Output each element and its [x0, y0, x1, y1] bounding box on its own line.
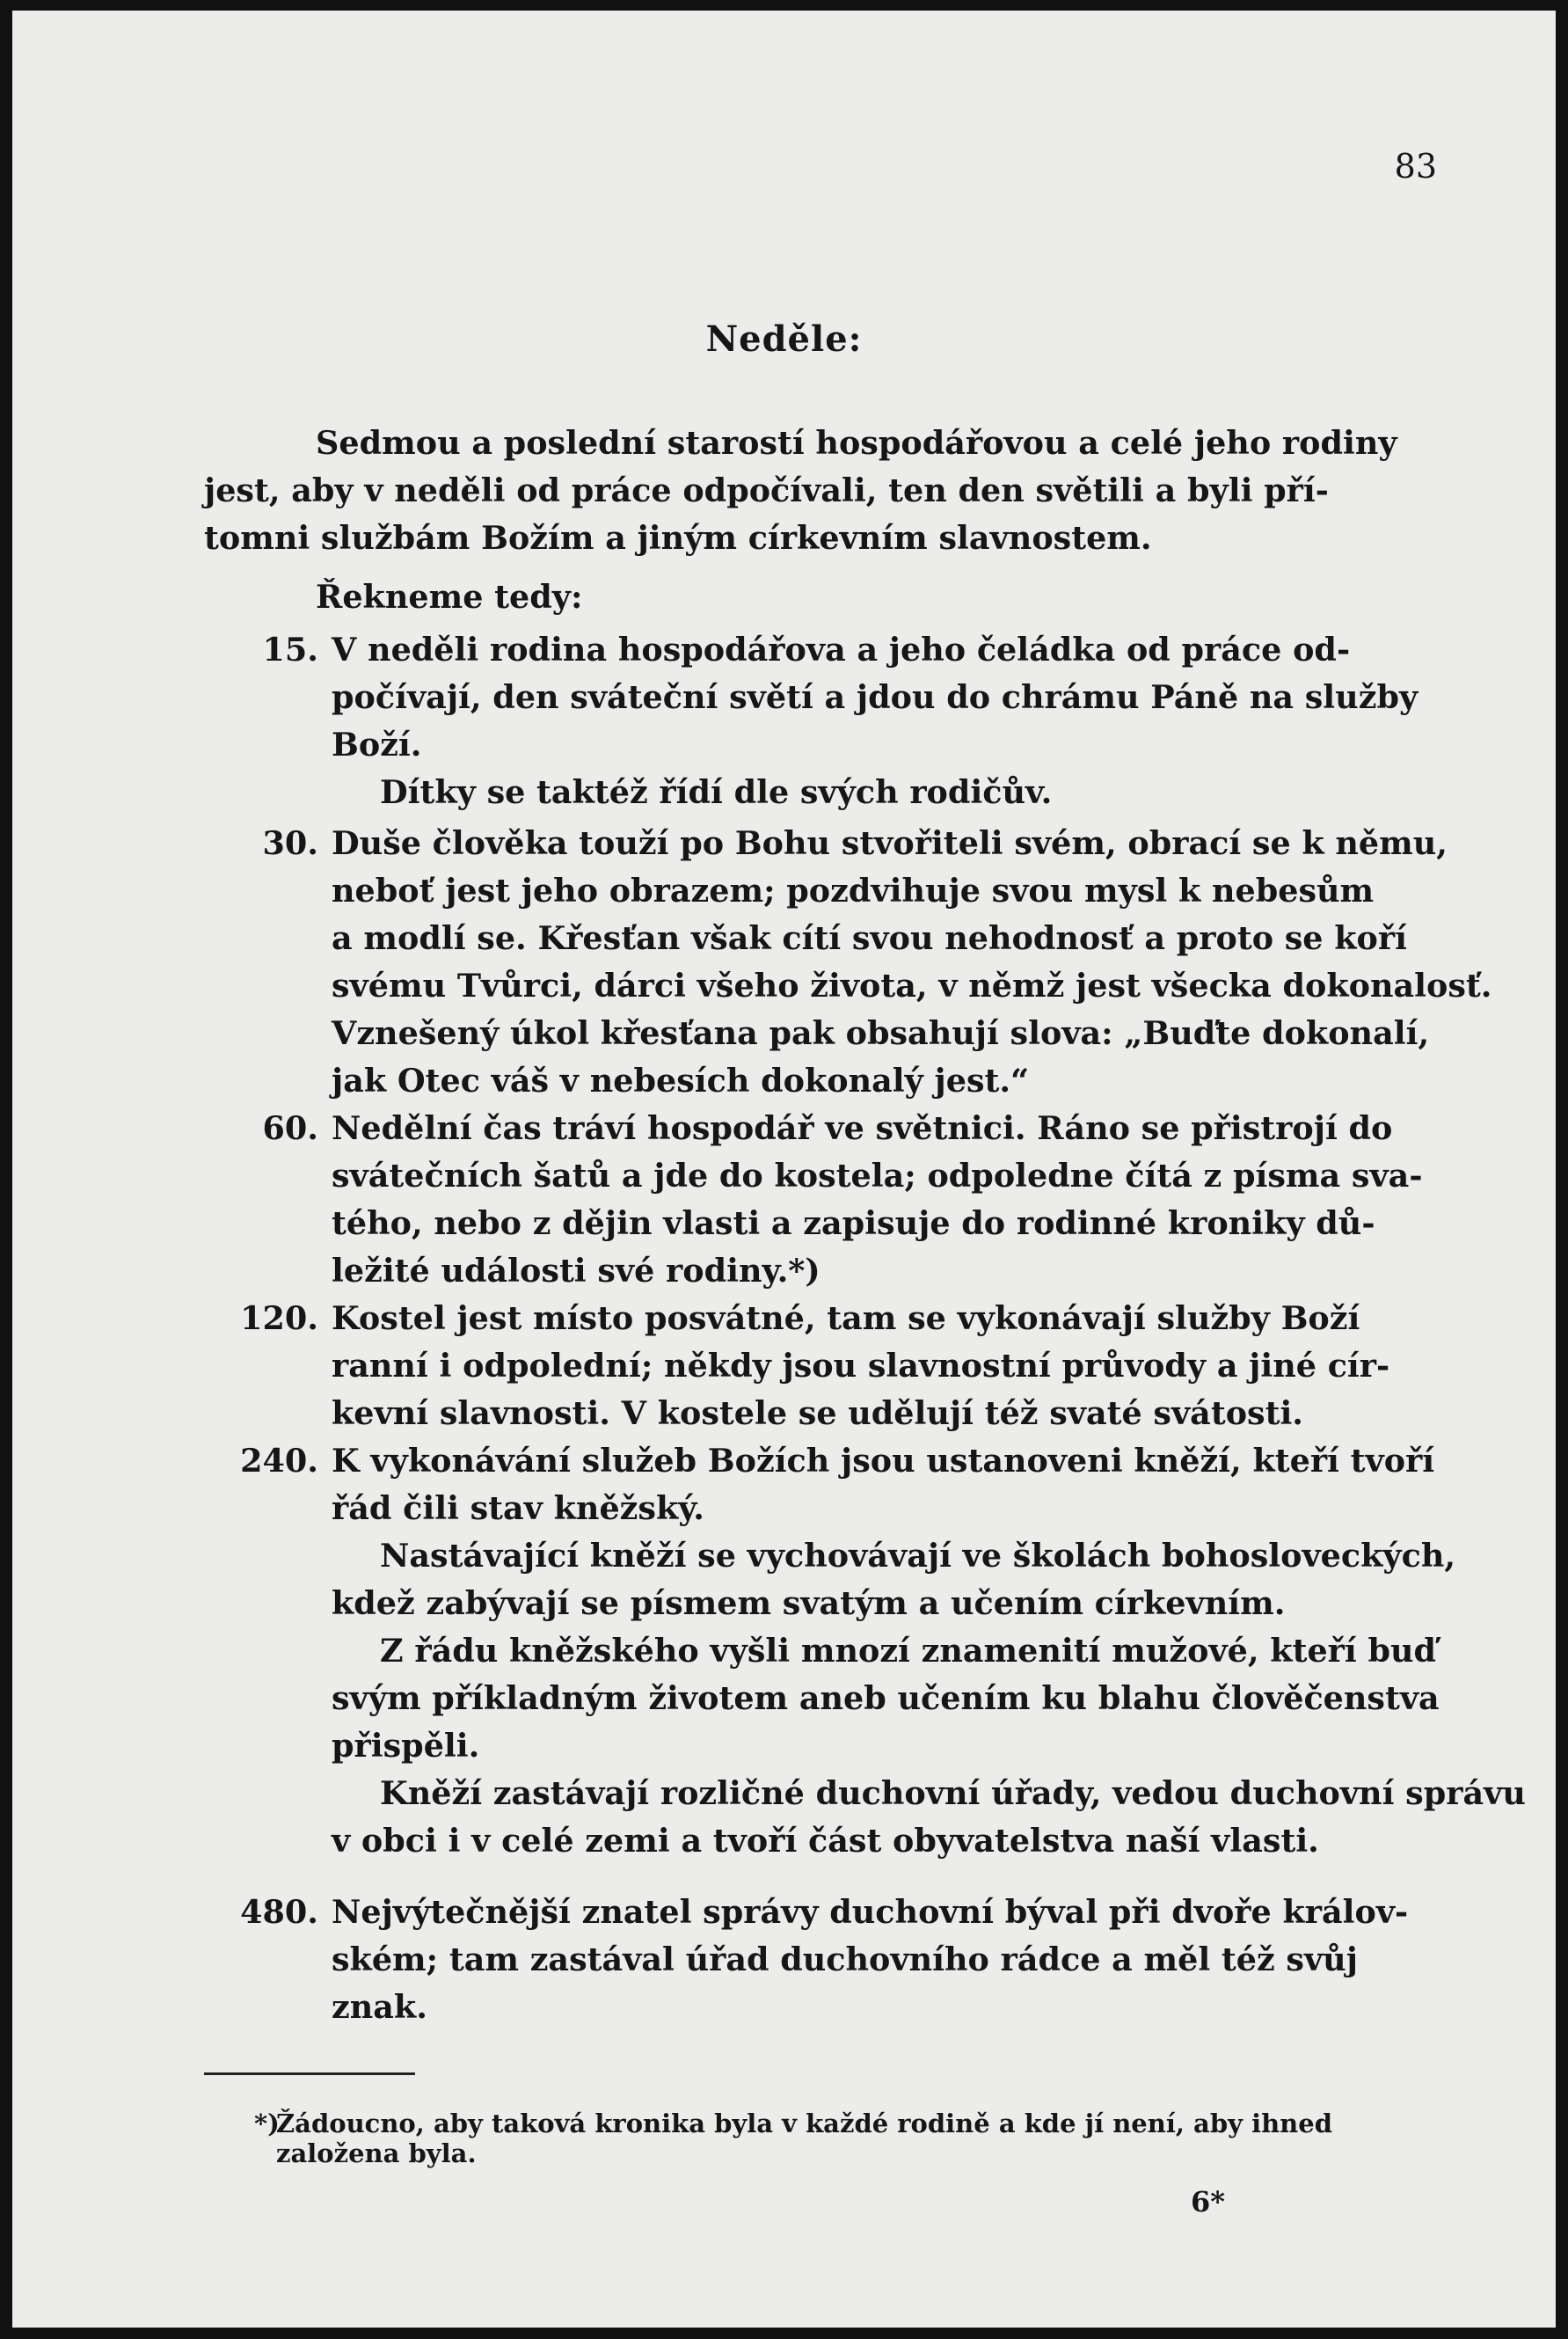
- footnote-line: Žádoucno, aby taková kronika byla v každé rodině a kde jí není, aby ihned: [276, 2109, 1332, 2138]
- footnote-divider: [204, 2072, 415, 2075]
- entry-line: V neděli rodina hospodářova a jeho čeládka od práce od-: [332, 631, 1351, 669]
- lead-line: Řekneme tedy:: [316, 578, 583, 616]
- entry-body: [332, 1105, 1437, 1295]
- entry-line: Vznešený úkol křesťana pak obsahují slova: „Buďte dokonalí,: [332, 1014, 1430, 1052]
- entry-line: počívají, den sváteční světí a jdou do chrámu Páně na služby: [332, 678, 1418, 716]
- entry-line: K vykonávání služeb Božích jsou ustanoveni kněží, kteří tvoří: [332, 1442, 1435, 1480]
- entry-line: Boží.: [332, 726, 422, 764]
- page-number: 83: [1394, 147, 1437, 186]
- footnote-mark: *): [254, 2109, 280, 2138]
- entry-line: Kněží zastávají rozličné duchovní úřady, vedou duchovní správu: [380, 1774, 1526, 1812]
- entry-line: svátečních šatů a jde do kostela; odpoledne čítá z písma sva-: [332, 1157, 1423, 1195]
- entry-line: přispěli.: [332, 1727, 480, 1765]
- entry-body: [332, 1295, 1437, 1437]
- book-page: [12, 11, 1556, 2328]
- entry-body: [332, 820, 1492, 1105]
- entry-number: 120.: [240, 1299, 318, 1337]
- intro-line: tomni službám Božím a jiným církevním slavnostem.: [204, 519, 1152, 557]
- entry-line: a modlí se. Křesťan však cítí svou nehodnosť a proto se koří: [332, 919, 1407, 957]
- entry-line: kevní slavnosti. V kostele se udělují též svaté svátosti.: [332, 1394, 1304, 1432]
- entry-line: v obci i v celé zemi a tvoří část obyvatelstva naší vlasti.: [332, 1822, 1319, 1860]
- entry-line: Dítky se taktéž řídí dle svých rodičův.: [380, 773, 1053, 811]
- entry-line: kdež zabývají se písmem svatým a učením církevním.: [332, 1584, 1286, 1622]
- entry-line: ském; tam zastával úřad duchovního rádce a měl též svůj: [332, 1941, 1358, 1978]
- entry-line: neboť jest jeho obrazem; pozdvihuje svou mysl k nebesům: [332, 872, 1375, 910]
- entry-line: řád čili stav kněžský.: [332, 1489, 704, 1527]
- entry-line: jak Otec váš v nebesích dokonalý jest.“: [332, 1062, 1030, 1100]
- intro-paragraph: [204, 420, 1437, 562]
- entry-line: Nejvýtečnější znatel správy duchovní býval při dvoře králov-: [332, 1893, 1409, 1931]
- intro-line: jest, aby v neděli od práce odpočívali, ten den světili a byli pří-: [204, 471, 1329, 509]
- footnote: [254, 2109, 1437, 2168]
- entry-body: [332, 1889, 1437, 2031]
- entry-line: Kostel jest místo posvátné, tam se vykonávají služby Boží: [332, 1299, 1360, 1337]
- entry-line: ranní i odpolední; někdy jsou slavnostní průvody a jiné cír-: [332, 1347, 1390, 1385]
- entry-body: [332, 626, 1437, 816]
- entry-body: [332, 1437, 1526, 1865]
- page-title: Neděle:: [705, 318, 863, 360]
- footnote-line: založena byla.: [276, 2138, 477, 2168]
- entry-line: svému Tvůrci, dárci všeho života, v němž jest všecka dokonalosť.: [332, 967, 1492, 1005]
- entry-number: 240.: [240, 1442, 318, 1480]
- entry-line: Nedělní čas tráví hospodář ve světnici. Ráno se přistrojí do: [332, 1109, 1393, 1147]
- entry-number: 30.: [262, 824, 318, 862]
- entry-line: svým příkladným životem aneb učením ku blahu člověčenstva: [332, 1679, 1440, 1717]
- entry-line: Nastávající kněží se vychovávají ve školách bohosloveckých,: [380, 1537, 1456, 1575]
- entry-line: ležité události své rodiny.*): [332, 1252, 820, 1290]
- signature-mark: 6*: [1191, 2185, 1225, 2218]
- entry-line: Duše člověka touží po Bohu stvořiteli svém, obrací se k němu,: [332, 824, 1448, 862]
- intro-line: Sedmou a poslední starostí hospodářovou a celé jeho rodiny: [316, 424, 1397, 462]
- entry-number: 60.: [262, 1109, 318, 1147]
- entry-line: Z řádu kněžského vyšli mnozí znamenití mužové, kteří buď: [380, 1632, 1437, 1670]
- entry-number: 15.: [262, 631, 318, 669]
- entry-number: 480.: [240, 1893, 318, 1931]
- entry-line: tého, nebo z dějin vlasti a zapisuje do rodinné kroniky dů-: [332, 1204, 1375, 1242]
- entry-line: znak.: [332, 1988, 427, 2026]
